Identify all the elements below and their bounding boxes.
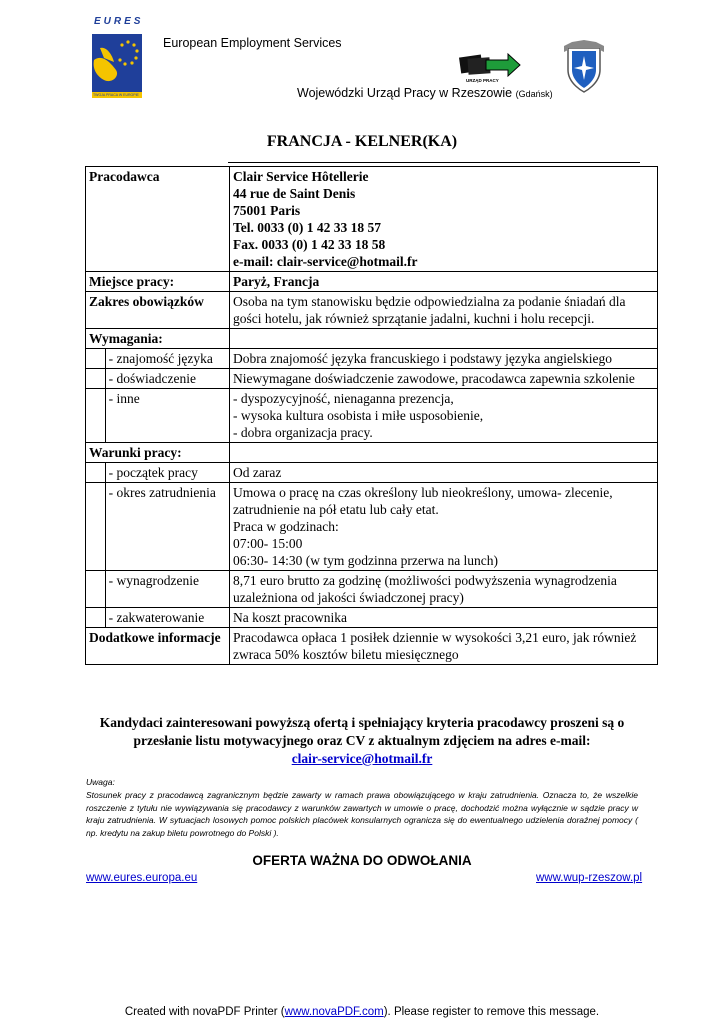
wup-name bbox=[297, 86, 553, 100]
cond-start-label: - początek pracy bbox=[105, 463, 229, 483]
conditions-label: Warunki pracy: bbox=[86, 443, 230, 463]
cond-period-line: Praca w godzinach: bbox=[233, 519, 339, 534]
cta-email-link[interactable]: clair-service@hotmail.fr bbox=[291, 751, 433, 766]
cond-period-line: 06:30- 14:30 (w tym godzinna przerwa na lunch) bbox=[233, 553, 499, 568]
urzad-pracy-logo bbox=[456, 50, 522, 90]
eures-logo-text: EURES bbox=[94, 16, 144, 27]
req-other-label: - inne bbox=[105, 389, 229, 443]
extra-value: Pracodawca opłaca 1 posiłek dziennie w wysokości 3,21 euro, jak również zwraca 50% kosztów biletu miesięcznego bbox=[230, 628, 658, 665]
table-row bbox=[86, 329, 658, 349]
call-to-action bbox=[80, 714, 644, 768]
table-row bbox=[86, 628, 658, 665]
footer-prefix: Created with novaPDF Printer ( bbox=[124, 1006, 285, 1018]
req-language-label: - znajomość języka bbox=[105, 349, 229, 369]
employer-line: e-mail: clair-service@hotmail.fr bbox=[233, 254, 418, 269]
cond-period-line: 07:00- 15:00 bbox=[233, 536, 303, 551]
table-row bbox=[86, 272, 658, 292]
req-other-line: - wysoka kultura osobista i miłe usposobienie, bbox=[233, 408, 484, 423]
place-label: Miejsce pracy: bbox=[86, 272, 230, 292]
employer-line: 44 rue de Saint Denis bbox=[233, 186, 356, 201]
table-row bbox=[86, 349, 658, 369]
extra-label: Dodatkowe informacje bbox=[86, 628, 230, 665]
table-row bbox=[86, 483, 658, 571]
page-title: FRANCJA - KELNER(KA) bbox=[266, 133, 458, 150]
empty-cell bbox=[230, 329, 658, 349]
employer-label: Pracodawca bbox=[86, 167, 230, 272]
up-logo-text: URZĄD PRACY bbox=[466, 78, 499, 83]
cond-housing-value: Na koszt pracownika bbox=[230, 608, 658, 628]
employer-details bbox=[230, 167, 658, 272]
duties-value: Osoba na tym stanowisku będzie odpowiedzialna za podanie śniadań dla gości hotelu, jak również sprzątanie jadalni, kuchni i holu recepcji. bbox=[230, 292, 658, 329]
indent-cell bbox=[86, 463, 106, 483]
indent-cell bbox=[86, 571, 106, 608]
cond-period-line: Umowa o pracę na czas określony lub nieokreślony, umowa- zlecenie, zatrudnienie na pół etatu lub cały etat. bbox=[233, 485, 613, 517]
cond-salary-label: - wynagrodzenie bbox=[105, 571, 229, 608]
wup-note: (Gdańsk) bbox=[515, 89, 553, 99]
duties-label: Zakres obowiązków bbox=[86, 292, 230, 329]
indent-cell bbox=[86, 608, 106, 628]
place-value: Paryż, Francja bbox=[230, 272, 658, 292]
req-other-value bbox=[230, 389, 658, 443]
employer-line: Tel. 0033 (0) 1 42 33 18 57 bbox=[233, 220, 381, 235]
employer-line: 75001 Paris bbox=[233, 203, 301, 218]
wup-link[interactable]: www.wup-rzeszow.pl bbox=[536, 872, 643, 884]
table-row bbox=[86, 608, 658, 628]
table-row bbox=[86, 571, 658, 608]
table-row bbox=[86, 369, 658, 389]
cond-period-label: - okres zatrudnienia bbox=[105, 483, 229, 571]
novapdf-link[interactable]: www.novaPDF.com bbox=[284, 1006, 384, 1018]
table-row bbox=[86, 463, 658, 483]
indent-cell bbox=[86, 349, 106, 369]
offer-table bbox=[85, 166, 658, 665]
req-other-line: - dobra organizacja pracy. bbox=[233, 425, 373, 440]
cond-period-value bbox=[230, 483, 658, 571]
req-other-line: - dyspozycyjność, nienaganna prezencja, bbox=[233, 391, 454, 406]
validity-notice: OFERTA WAŻNA DO ODWOŁANIA bbox=[252, 853, 472, 868]
note-title: Uwaga: bbox=[86, 777, 115, 787]
employer-line: Fax. 0033 (0) 1 42 33 18 58 bbox=[233, 237, 386, 252]
eures-logo-caption: TWOJA PRACA W EUROPIE bbox=[93, 93, 139, 97]
req-experience-value: Niewymagane doświadczenie zawodowe, pracodawca zapewnia szkolenie bbox=[230, 369, 658, 389]
empty-cell bbox=[230, 443, 658, 463]
cond-housing-label: - zakwaterowanie bbox=[105, 608, 229, 628]
req-experience-label: - doświadczenie bbox=[105, 369, 229, 389]
table-row bbox=[86, 389, 658, 443]
requirements-label: Wymagania: bbox=[86, 329, 230, 349]
note-text: Stosunek pracy z pracodawcą zagranicznym będzie zawarty w ramach prawa obowiązującego w kraju zatrudnienia. Oznacza to, że wszelkie roszczenie z tytułu nie wywiązywania się pracodawcy z warunków zawartych w umowie o pracę, dochodzić można wyłącznie w sądzie pracy w kraju zatrudnienia. W sytuacjach losowych pomoc polskich placówek konsularnych ogranicza się do ewentualnego udzielenia doraźnej pomocy ( np. kredytu na zakup biletu powrotnego do Polski ). bbox=[86, 790, 638, 838]
table-row bbox=[86, 167, 658, 272]
req-language-value: Dobra znajomość języka francuskiego i podstawy języka angielskiego bbox=[230, 349, 658, 369]
wup-name-text: Wojewódzki Urząd Pracy w Rzeszowie bbox=[297, 86, 513, 100]
cond-salary-value: 8,71 euro brutto za godzinę (możliwości podwyższenia wynagrodzenia uzależniona od jakości świadczonej pracy) bbox=[230, 571, 658, 608]
eures-link[interactable]: www.eures.europa.eu bbox=[86, 872, 198, 884]
indent-cell bbox=[86, 483, 106, 571]
eures-logo bbox=[90, 18, 152, 100]
table-row bbox=[86, 292, 658, 329]
footer-suffix: ). Please register to remove this message. bbox=[383, 1006, 600, 1018]
employer-line: Clair Service Hôtellerie bbox=[233, 169, 369, 184]
indent-cell bbox=[86, 389, 106, 443]
coat-of-arms-icon bbox=[558, 40, 610, 96]
indent-cell bbox=[86, 369, 106, 389]
footer-notice bbox=[0, 1006, 724, 1018]
table-row bbox=[86, 443, 658, 463]
title-divider bbox=[228, 162, 640, 163]
org-name: European Employment Services bbox=[163, 36, 342, 50]
cta-text: Kandydaci zainteresowani powyższą ofertą i spełniający kryteria pracodawcy proszeni są o przesłanie listu motywacyjnego oraz CV z aktualnym zdjęciem na adres e-mail: bbox=[99, 715, 625, 748]
cond-start-value: Od zaraz bbox=[230, 463, 658, 483]
